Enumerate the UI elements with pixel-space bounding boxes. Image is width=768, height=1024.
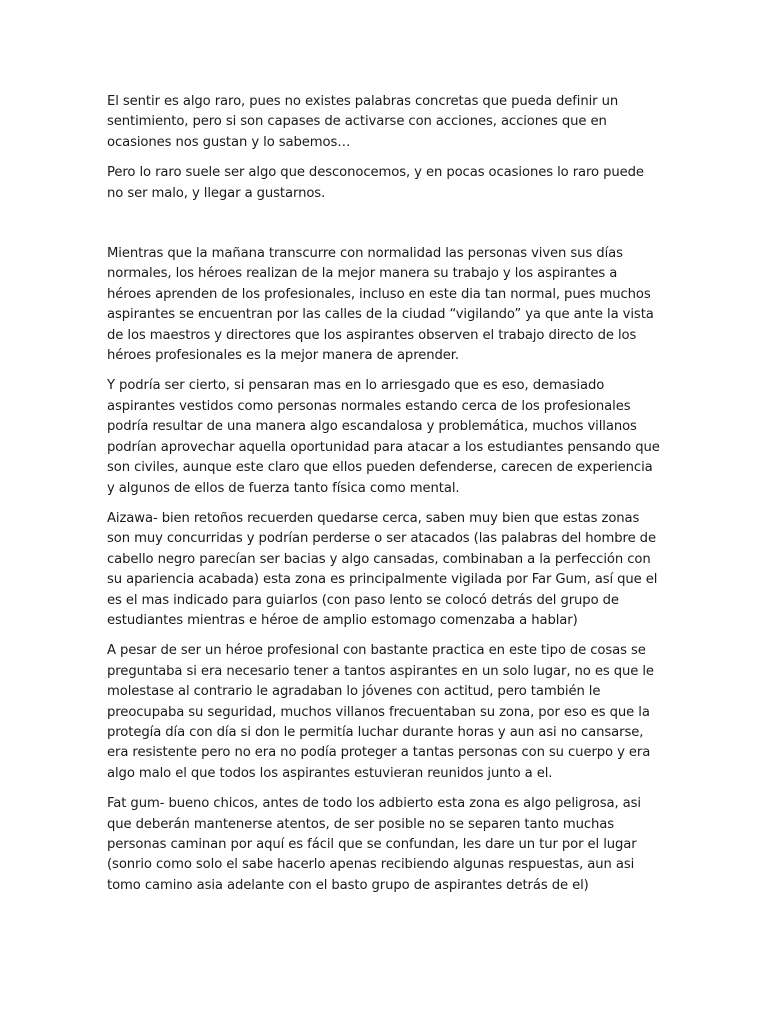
paragraph: Pero lo raro suele ser algo que desconocemos, y en pocas ocasiones lo raro puede no ser malo, y llegar a gustarnos. <box>107 165 644 201</box>
document-page <box>107 92 662 906</box>
paragraph: A pesar de ser un héroe profesional con bastante practica en este tipo de cosas se preguntaba si era necesario tener a tantos aspirantes en un solo lugar, no es que le molestase al contrario le agradaban lo jóvenes con actitud, pero también le preocupaba su seguridad, muchos villanos frecuentaban su zona, por eso es que la protegía día con día si don le permitía luchar durante horas y aun asi no cansarse, era resistente pero no era no podía proteger a tantas personas con su cuerpo y era algo malo el que todos los aspirantes estuvieran reunidos junto a el. <box>107 643 654 781</box>
paragraph: El sentir es algo raro, pues no existes palabras concretas que pueda definir un sentimiento, pero si son capases de activarse con acciones, acciones que en ocasiones nos gustan y lo sabemos… <box>107 94 619 150</box>
paragraph: Y podría ser cierto, si pensaran mas en lo arriesgado que es eso, demasiado aspirantes vestidos como personas normales estando cerca de los profesionales podría resultar de una manera algo escandalosa y problemática, muchos villanos podrían aprovechar aquella oportunidad para atacar a los estudiantes pensando que son civiles, aunque este claro que ellos pueden defenderse, carecen de experiencia y algunos de ellos de fuerza tanto física como mental. <box>107 378 660 496</box>
paragraph: Mientras que la mañana transcurre con normalidad las personas viven sus días normales, los héroes realizan de la mejor manera su trabajo y los aspirantes a héroes aprenden de los profesionales, incluso en este dia tan normal, pues muchos aspirantes se encuentran por las calles de la ciudad “vigilando” ya que ante la vista de los maestros y directores que los aspirantes observen el trabajo directo de los héroes profesionales es la mejor manera de aprender. <box>107 246 654 364</box>
paragraph: Aizawa- bien retoños recuerden quedarse cerca, saben muy bien que estas zonas son muy concurridas y podrían perderse o ser atacados (las palabras del hombre de cabello negro parecían ser bacias y algo cansadas, combinaban a la perfección con su apariencia acabada) esta zona es principalmente vigilada por Far Gum, así que el es el mas indicado para guiarlos (con paso lento se colocó detrás del grupo de estudiantes mientras e héroe de amplio estomago comenzaba a hablar) <box>107 510 658 628</box>
paragraph: Fat gum- bueno chicos, antes de todo los adbierto esta zona es algo peligrosa, asi que deberán mantenerse atentos, de ser posible no se separen tanto muchas personas caminan por aquí es fácil que se confundan, les dare un tur por el lugar (sonrio como solo el sabe hacerlo apenas recibiendo algunas respuestas, aun asi tomo camino asia adelante con el basto grupo de aspirantes detrás de el) <box>107 796 641 893</box>
